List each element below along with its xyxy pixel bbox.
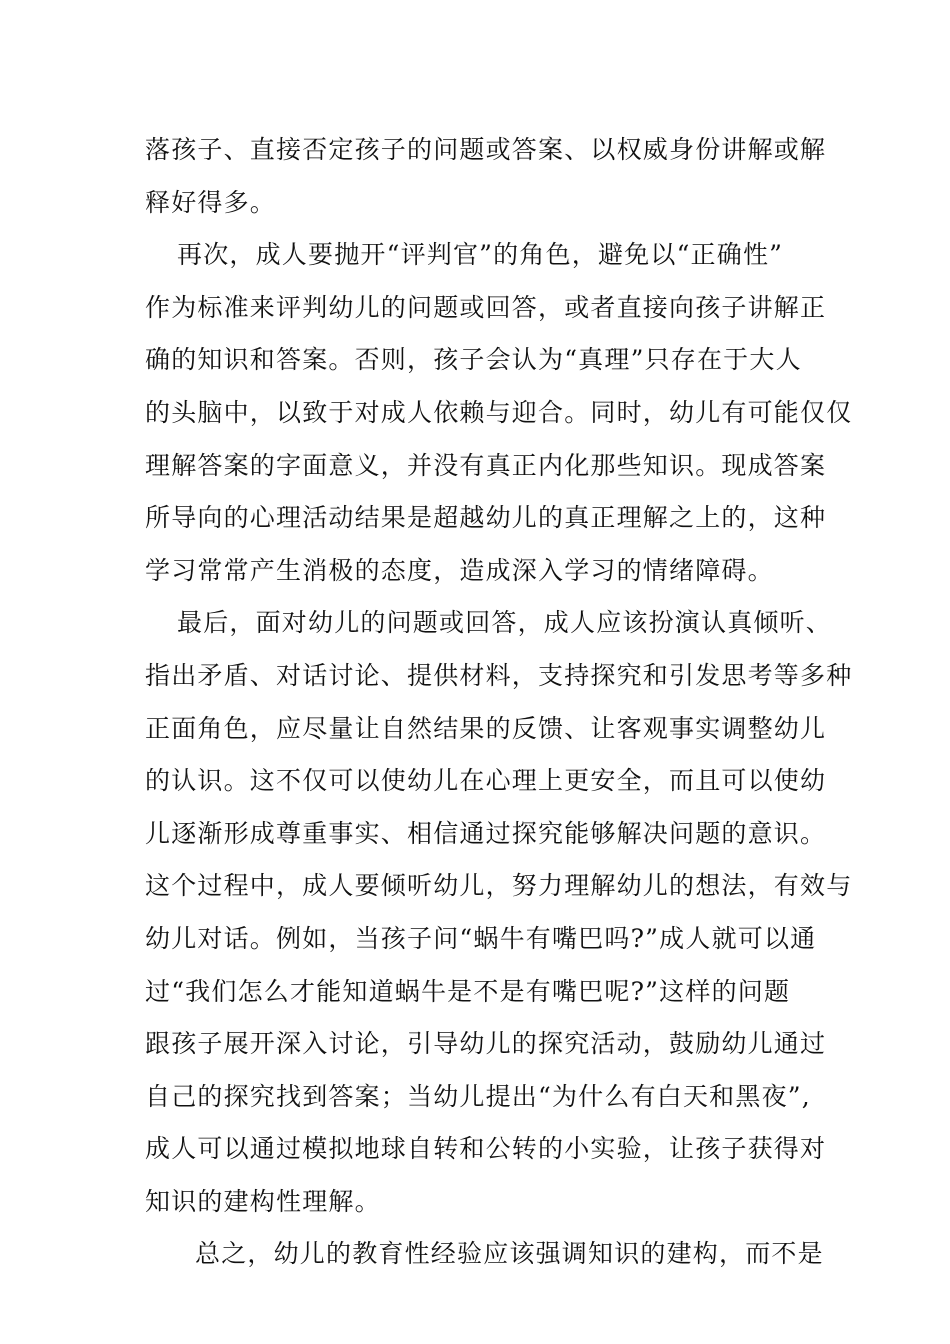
text-line: 正面角色，应尽量让自然结果的反馈、让客观事实调整幼儿 bbox=[145, 713, 827, 743]
text-line: 确的知识和答案。否则，孩子会认为“真理”只存在于大人 bbox=[145, 345, 802, 375]
paragraph-start-line: 再次，成人要抛开“评判官”的角色，避免以“正确性” bbox=[177, 240, 784, 270]
text-line: 自己的探究找到答案；当幼儿提出“为什么有白天和黑夜”, bbox=[145, 1081, 811, 1111]
body-text bbox=[145, 124, 853, 1281]
text-line: 所导向的心理活动结果是超越幼儿的真正理解之上的，这种 bbox=[145, 503, 827, 533]
text-line: 学习常常产生消极的态度，造成深入学习的情绪障碍。 bbox=[145, 555, 774, 585]
text-line: 理解答案的字面意义，并没有真正内化那些知识。现成答案 bbox=[145, 450, 827, 480]
text-line: 作为标准来评判幼儿的问题或回答，或者直接向孩子讲解正 bbox=[145, 292, 827, 322]
paragraph-start-line: 总之，幼儿的教育性经验应该强调知识的建构，而不是 bbox=[195, 1239, 824, 1269]
text-line: 儿逐渐形成尊重事实、相信通过探究能够解决问题的意识。 bbox=[145, 818, 827, 848]
text-line: 落孩子、直接否定孩子的问题或答案、以权威身份讲解或解 bbox=[145, 135, 827, 164]
text-line: 这个过程中，成人要倾听幼儿，努力理解幼儿的想法，有效与 bbox=[145, 871, 853, 901]
paragraph-start-line: 最后，面对幼儿的问题或回答，成人应该扮演认真倾听、 bbox=[177, 608, 833, 638]
text-line: 成人可以通过模拟地球自转和公转的小实验，让孩子获得对 bbox=[145, 1134, 827, 1164]
text-line: 指出矛盾、对话讨论、提供材料，支持探究和引发思考等多种 bbox=[145, 660, 853, 690]
text-line: 释好得多。 bbox=[145, 187, 277, 217]
text-line: 的认识。这不仅可以使幼儿在心理上更安全，而且可以使幼 bbox=[145, 766, 827, 796]
text-line: 跟孩子展开深入讨论，引导幼儿的探究活动，鼓励幼儿通过 bbox=[145, 1029, 827, 1059]
text-line: 幼儿对话。例如，当孩子问“蜗牛有嘴巴吗?”成人就可以通 bbox=[145, 923, 817, 953]
text-line: 过“我们怎么才能知道蜗牛是不是有嘴巴呢?”这样的问题 bbox=[145, 976, 791, 1006]
text-line: 的头脑中，以致于对成人依赖与迎合。同时，幼儿有可能仅仅 bbox=[145, 397, 853, 427]
text-line: 知识的建构性理解。 bbox=[145, 1186, 381, 1216]
